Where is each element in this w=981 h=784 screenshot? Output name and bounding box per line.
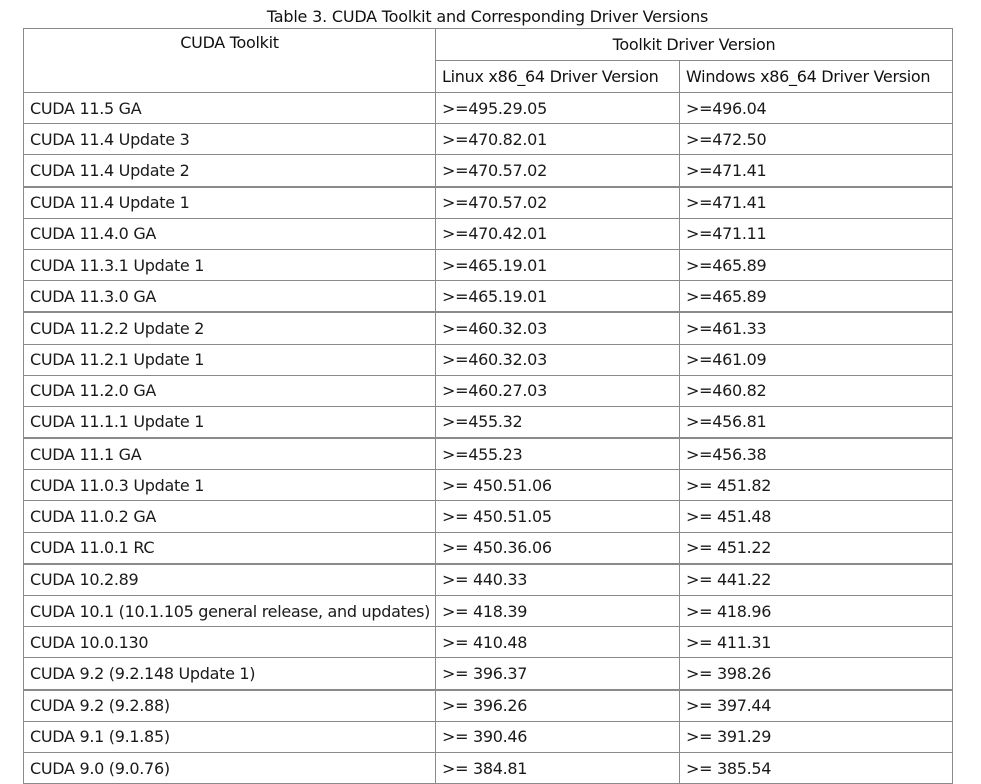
cell-toolkit: CUDA 11.1.1 Update 1	[24, 406, 436, 438]
cell-linux: >= 390.46	[436, 721, 680, 752]
table-row	[24, 218, 953, 249]
cell-toolkit: CUDA 11.0.1 RC	[24, 532, 436, 564]
cell-toolkit: CUDA 11.5 GA	[24, 93, 436, 124]
cell-linux: >=460.32.03	[436, 312, 680, 344]
cell-windows: >=456.81	[680, 406, 953, 438]
cell-windows: >=496.04	[680, 93, 953, 124]
cell-windows: >=471.41	[680, 187, 953, 219]
cell-linux: >=470.57.02	[436, 187, 680, 219]
cell-toolkit: CUDA 11.4 Update 2	[24, 155, 436, 187]
cell-linux: >=460.27.03	[436, 375, 680, 406]
cell-linux: >=470.57.02	[436, 155, 680, 187]
table-row	[24, 93, 953, 124]
cell-toolkit: CUDA 11.0.3 Update 1	[24, 470, 436, 501]
cell-linux: >= 384.81	[436, 752, 680, 783]
header-linux-driver: Linux x86_64 Driver Version	[436, 61, 680, 93]
cell-toolkit: CUDA 11.4 Update 1	[24, 187, 436, 219]
cell-windows: >= 397.44	[680, 690, 953, 722]
cell-toolkit: CUDA 11.2.2 Update 2	[24, 312, 436, 344]
cell-linux: >= 450.51.06	[436, 470, 680, 501]
table-row	[24, 658, 953, 690]
cell-windows: >= 385.54	[680, 752, 953, 783]
table-row	[24, 249, 953, 280]
cell-toolkit: CUDA 11.1 GA	[24, 438, 436, 470]
cell-toolkit: CUDA 10.2.89	[24, 564, 436, 596]
table-row	[24, 375, 953, 406]
cell-windows: >=465.89	[680, 281, 953, 313]
cell-linux: >= 418.39	[436, 596, 680, 627]
cell-linux: >=465.19.01	[436, 249, 680, 280]
cell-toolkit: CUDA 11.3.1 Update 1	[24, 249, 436, 280]
cell-windows: >= 451.22	[680, 532, 953, 564]
header-toolkit-driver-version: Toolkit Driver Version	[436, 29, 953, 61]
cell-linux: >=455.23	[436, 438, 680, 470]
cell-linux: >= 440.33	[436, 564, 680, 596]
table-row	[24, 721, 953, 752]
cell-linux: >=455.32	[436, 406, 680, 438]
table-row	[24, 155, 953, 187]
cell-windows: >=465.89	[680, 249, 953, 280]
table-row	[24, 406, 953, 438]
table-row	[24, 344, 953, 375]
cell-windows: >= 418.96	[680, 596, 953, 627]
cell-toolkit: CUDA 11.3.0 GA	[24, 281, 436, 313]
table-row	[24, 470, 953, 501]
cell-windows: >=471.11	[680, 218, 953, 249]
table-row	[24, 438, 953, 470]
cell-linux: >= 396.37	[436, 658, 680, 690]
cell-linux: >= 450.36.06	[436, 532, 680, 564]
cell-toolkit: CUDA 9.2 (9.2.88)	[24, 690, 436, 722]
table-row	[24, 564, 953, 596]
cell-windows: >= 451.82	[680, 470, 953, 501]
table-row	[24, 596, 953, 627]
table-body	[24, 93, 953, 784]
cell-toolkit: CUDA 10.1 (10.1.105 general release, and updates)	[24, 596, 436, 627]
cell-linux: >=470.82.01	[436, 124, 680, 155]
cell-linux: >=465.19.01	[436, 281, 680, 313]
cell-windows: >=461.33	[680, 312, 953, 344]
cell-windows: >= 441.22	[680, 564, 953, 596]
table-row	[24, 690, 953, 722]
header-cuda-toolkit: CUDA Toolkit	[24, 29, 436, 93]
cell-linux: >=470.42.01	[436, 218, 680, 249]
cell-toolkit: CUDA 11.4.0 GA	[24, 218, 436, 249]
cell-toolkit: CUDA 9.2 (9.2.148 Update 1)	[24, 658, 436, 690]
table-row	[24, 312, 953, 344]
cuda-driver-table	[23, 28, 953, 784]
table-row	[24, 187, 953, 219]
table-row	[24, 532, 953, 564]
table-row	[24, 627, 953, 658]
cell-windows: >=461.09	[680, 344, 953, 375]
cell-toolkit: CUDA 9.1 (9.1.85)	[24, 721, 436, 752]
cell-toolkit: CUDA 11.0.2 GA	[24, 501, 436, 532]
cell-windows: >=456.38	[680, 438, 953, 470]
cell-toolkit: CUDA 11.2.0 GA	[24, 375, 436, 406]
cell-linux: >=460.32.03	[436, 344, 680, 375]
cell-toolkit: CUDA 10.0.130	[24, 627, 436, 658]
cell-windows: >= 398.26	[680, 658, 953, 690]
cell-windows: >= 411.31	[680, 627, 953, 658]
cell-linux: >= 450.51.05	[436, 501, 680, 532]
table-row	[24, 124, 953, 155]
table-row	[24, 752, 953, 783]
cell-toolkit: CUDA 11.2.1 Update 1	[24, 344, 436, 375]
table-row	[24, 281, 953, 313]
cell-linux: >= 410.48	[436, 627, 680, 658]
cell-windows: >=460.82	[680, 375, 953, 406]
cell-toolkit: CUDA 11.4 Update 3	[24, 124, 436, 155]
cell-windows: >=471.41	[680, 155, 953, 187]
cell-windows: >= 451.48	[680, 501, 953, 532]
cell-linux: >= 396.26	[436, 690, 680, 722]
header-windows-driver: Windows x86_64 Driver Version	[680, 61, 953, 93]
cell-windows: >=472.50	[680, 124, 953, 155]
cell-toolkit: CUDA 9.0 (9.0.76)	[24, 752, 436, 783]
table-row	[24, 501, 953, 532]
cell-linux: >=495.29.05	[436, 93, 680, 124]
table-caption: Table 3. CUDA Toolkit and Corresponding Driver Versions	[266, 7, 709, 26]
cell-windows: >= 391.29	[680, 721, 953, 752]
